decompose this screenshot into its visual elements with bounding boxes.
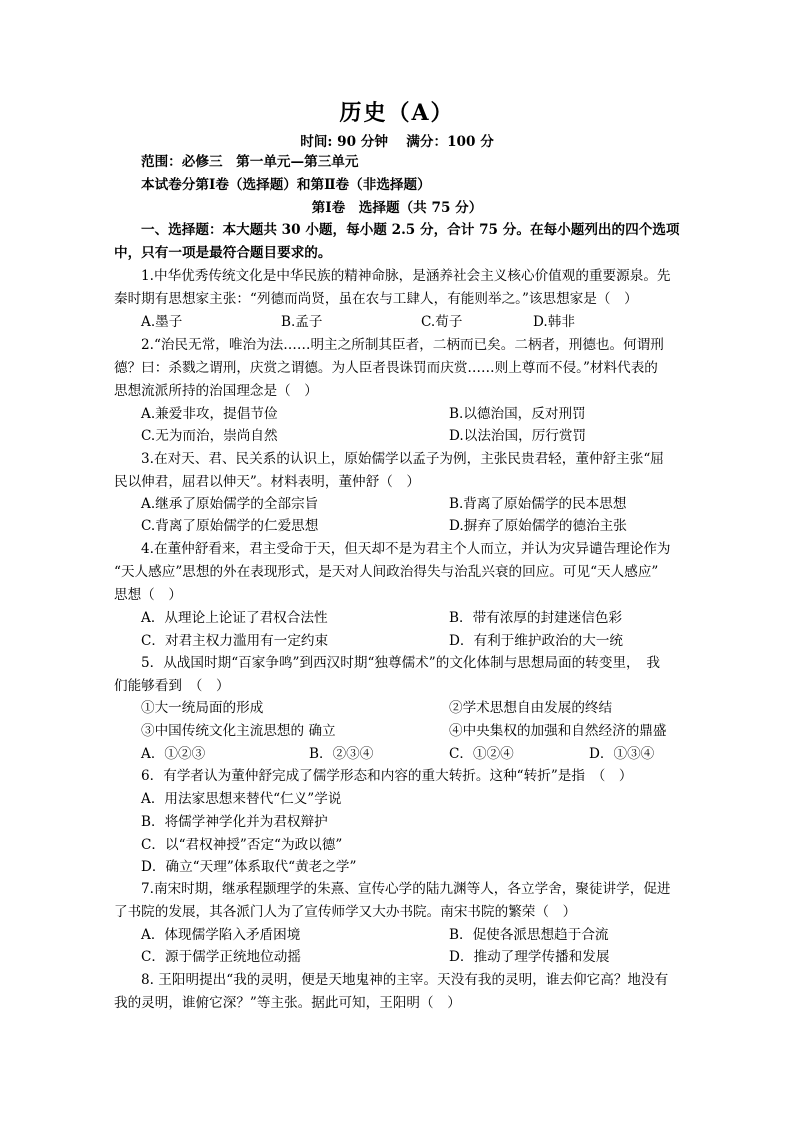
question-3-option-d: D.摒弃了原始儒学的德治主张 [449, 518, 627, 534]
question-6-option-c: C．以“君权神授”否定“为政以德” [141, 837, 343, 853]
question-3-line2: 民以伸君，屈君以伸天”。材料表明，董仲舒（ ） [114, 474, 421, 490]
exam-composition: 本试卷分第Ⅰ卷（选择题）和第Ⅱ卷（非选择题） [141, 177, 431, 193]
exam-scope: 范围：必修三 第一单元—第三单元 [141, 154, 359, 170]
question-5-statement-3: ③中国传统文化主流思想的 确立 [141, 723, 336, 739]
question-4-line2: “天人感应”思想的外在表现形式，是天对人间政治得失与治乱兴衰的回应。可见“天人感应” [114, 564, 659, 580]
question-1-option-c: C.荀子 [421, 314, 463, 330]
question-1-line2: 秦时期有思想家主张：“列德而尚贤，虽在农与工肆人，有能则举之。”该思想家是（ ） [114, 291, 638, 307]
question-5-option-a: A．①②③ [141, 746, 206, 762]
part1-title: 第Ⅰ卷 选择题（共 75 分） [311, 200, 483, 216]
question-1-line1: 1.中华优秀传统文化是中华民族的精神命脉，是涵养社会主义核心价值观的重要源泉。先 [141, 268, 671, 284]
question-5-option-c: C．①②④ [449, 746, 514, 762]
question-7-option-b: B．促使各派思想趋于合流 [449, 927, 609, 943]
question-5-statement-4: ④中央集权的加强和自然经济的鼎盛 [449, 723, 667, 739]
section1-instruction-line2: 中，只有一项是最符合题目要求的。 [114, 245, 332, 261]
question-7-option-a: A．体现儒学陷入矛盾困境 [141, 927, 301, 943]
question-2-line3: 思想流派所持的治国理念是（ ） [114, 383, 318, 399]
question-1-option-d: D.韩非 [533, 314, 575, 330]
question-4-option-c: C．对君主权力滥用有一定约束 [141, 633, 329, 649]
question-3-option-c: C.背离了原始儒学的仁爱思想 [141, 518, 319, 534]
question-1-option-a: A.墨子 [141, 314, 183, 330]
question-2-line2: 德？曰：杀戮之谓刑，庆赏之谓德。为人臣者畏诛罚而庆赏……则上尊而不侵。”材料代表的 [114, 360, 658, 376]
question-4-option-b: B．带有浓厚的封建迷信色彩 [449, 610, 623, 626]
question-5-option-d: D．①③④ [589, 746, 655, 762]
question-2-option-c: C.无为而治，崇尚自然 [141, 428, 278, 444]
question-7-option-d: D．推动了理学传播和发展 [449, 949, 610, 965]
question-7-option-c: C．源于儒学正统地位动摇 [141, 949, 301, 965]
question-2-option-a: A.兼爱非攻，提倡节俭 [141, 406, 278, 422]
question-2-line1: 2.“治民无常，唯治为法……明主之所制其臣者，二柄而已矣。二柄者，刑德也。何谓刑 [141, 337, 664, 353]
question-8-line1: 8. 王阳明提出“我的灵明，便是天地鬼神的主宰。天没有我的灵明，谁去仰它高？地没有 [141, 972, 669, 988]
question-8-line2: 我的灵明，谁俯它深？”等主张。据此可知，王阳明（ ） [114, 995, 461, 1011]
question-3-option-b: B.背离了原始儒学的民本思想 [449, 496, 627, 512]
question-4-line3: 思想（ ） [114, 587, 182, 603]
question-6-option-d: D．确立“天理”体系取代“黄老之学” [141, 859, 357, 875]
question-5-line1: 5．从战国时期“百家争鸣”到西汉时期“独尊儒术”的文化体制与思想局面的转变里， 我 [141, 655, 661, 671]
page-title: 历史（A） [339, 100, 455, 126]
question-6-line1: 6．有学者认为董仲舒完成了儒学形态和内容的重大转折。这种“转折”是指 （ ） [141, 768, 633, 784]
question-4-option-a: A．从理论上论证了君权合法性 [141, 610, 328, 626]
question-1-option-b: B.孟子 [281, 314, 323, 330]
question-5-line2: 们能够看到 （ ） [114, 678, 230, 694]
section1-instruction-line1: 一、选择题：本大题共 30 小题，每小题 2.5 分，合计 75 分。在每小题列出的四个选项 [141, 222, 680, 238]
question-4-option-d: D．有利于维护政治的大一统 [449, 633, 624, 649]
question-3-line1: 3.在对天、君、民关系的认识上，原始儒学以孟子为例，主张民贵君轻，董仲舒主张“屈 [141, 451, 664, 467]
exam-time-info: 时间: 90 分钟 满分：100 分 [300, 134, 494, 150]
question-6-option-a: A．用法家思想来替代“仁义”学说 [141, 791, 342, 807]
question-2-option-d: D.以法治国，厉行赏罚 [449, 428, 587, 444]
question-3-option-a: A.继承了原始儒学的全部宗旨 [141, 496, 319, 512]
question-6-option-b: B．将儒学神学化并为君权辩护 [141, 814, 328, 830]
question-2-option-b: B.以德治国，反对刑罚 [449, 406, 586, 422]
question-5-option-b: B．②③④ [309, 746, 374, 762]
question-4-line1: 4.在董仲舒看来，君主受命于天，但天却不是为君主个人而立，并认为灾异谴告理论作为 [141, 541, 671, 557]
question-7-line1: 7.南宋时期，继承程颢理学的朱熹、宣传心学的陆九渊等人，各立学舍，聚徒讲学，促进 [141, 881, 671, 897]
question-7-line2: 了书院的发展，其各派门人为了宣传师学又大办书院。南宋书院的繁荣（ ） [114, 904, 577, 920]
question-5-statement-1: ①大一统局面的形成 [141, 700, 264, 716]
question-5-statement-2: ②学术思想自由发展的终结 [449, 700, 613, 716]
